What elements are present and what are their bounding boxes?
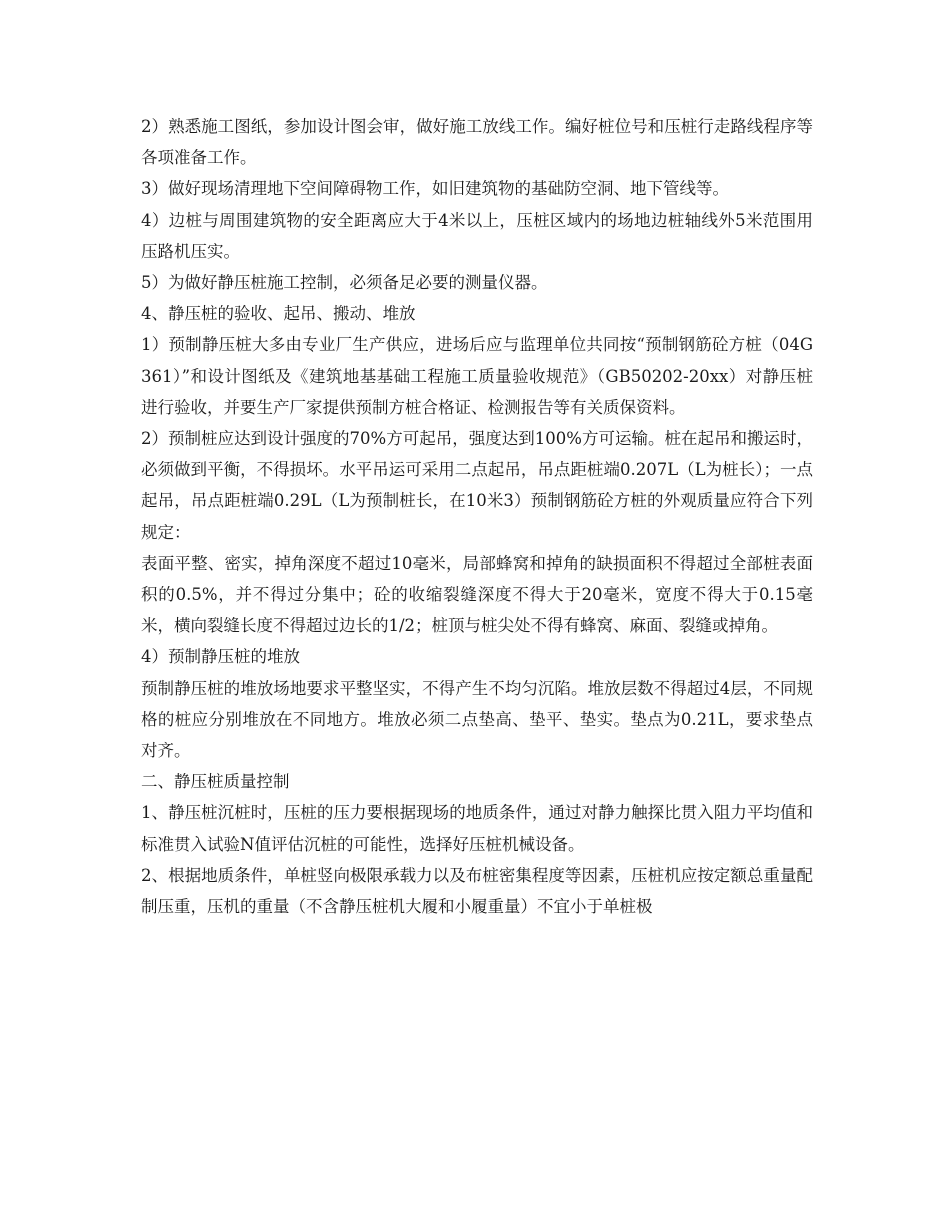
paragraph-machine-weight: 2、根据地质条件，单桩竖向极限承载力以及布桩密集程度等因素，压桩机应按定额总重量配制压重，压机的重量（不含静压桩机大履和小履重量）不宜小于单桩极: [141, 865, 813, 917]
paragraph-survey-instruments: 5）为做好静压桩施工控制，必须备足必要的测量仪器。: [141, 273, 548, 293]
paragraph-pile-pressure: 1、静压桩沉桩时，压桩的压力要根据现场的地质条件，通过对静力触探比贯入阻力平均值和标准贯入试验N值评估沉桩的可能性，选择好压桩机械设备。: [141, 803, 813, 854]
document-body: [141, 111, 813, 922]
paragraph-site-clearing: 3）做好现场清理地下空间障碍物工作，如旧建筑物的基础防空洞、地下管线等。: [141, 179, 729, 199]
heading-acceptance-lifting: 4、静压桩的验收、起吊、搬动、堆放: [141, 304, 416, 324]
heading-pile-stacking: 4）预制静压桩的堆放: [141, 647, 300, 667]
paragraph-stacking-rules: 预制静压桩的堆放场地要求平整坚实，不得产生不均匀沉陷。堆放层数不得超过4层，不同规格的桩应分别堆放在不同地方。堆放必须二点垫高、垫平、垫实。垫点为0.21L，要求垫点对齐。: [141, 678, 813, 761]
heading-quality-control: 二、静压桩质量控制: [141, 772, 290, 792]
paragraph-pile-acceptance: 1）预制静压桩大多由专业厂生产供应，进场后应与监理单位共同按“预制钢筋砼方桩（04G361）”和设计图纸及《建筑地基基础工程施工质量验收规范》（GB50202-20xx）对静压桩进行验收，并要生产厂家提供预制方桩合格证、检测报告等有关质保资料。: [141, 335, 813, 417]
paragraph-appearance-quality: 表面平整、密实，掉角深度不超过10毫米，局部蜂窝和掉角的缺损面积不得超过全部桩表面积的0.5%，并不得过分集中；砼的收缩裂缝深度不得大于20毫米，宽度不得大于0.15毫米，横向裂缝长度不得超过边长的1/2；桩顶与桩尖处不得有蜂窝、麻面、裂缝或掉角。: [141, 553, 813, 636]
paragraph-lifting-strength: 2）预制桩应达到设计强度的70%方可起吊，强度达到100%方可运输。桩在起吊和搬运时，必须做到平衡，不得损坏。水平吊运可采用二点起吊，吊点距桩端0.207L（L为桩长）；一点起吊，吊点距桩端0.29L（L为预制桩长，在10米3）预制钢筋砼方桩的外观质量应符合下列规定：: [141, 429, 813, 542]
paragraph-safety-distance: 4）边桩与周围建筑物的安全距离应大于4米以上，压桩区域内的场地边桩轴线外5米范围用压路机压实。: [141, 210, 813, 261]
paragraph-prep-drawings: 2）熟悉施工图纸，参加设计图会审，做好施工放线工作。编好桩位号和压桩行走路线程序等各项准备工作。: [141, 117, 813, 168]
